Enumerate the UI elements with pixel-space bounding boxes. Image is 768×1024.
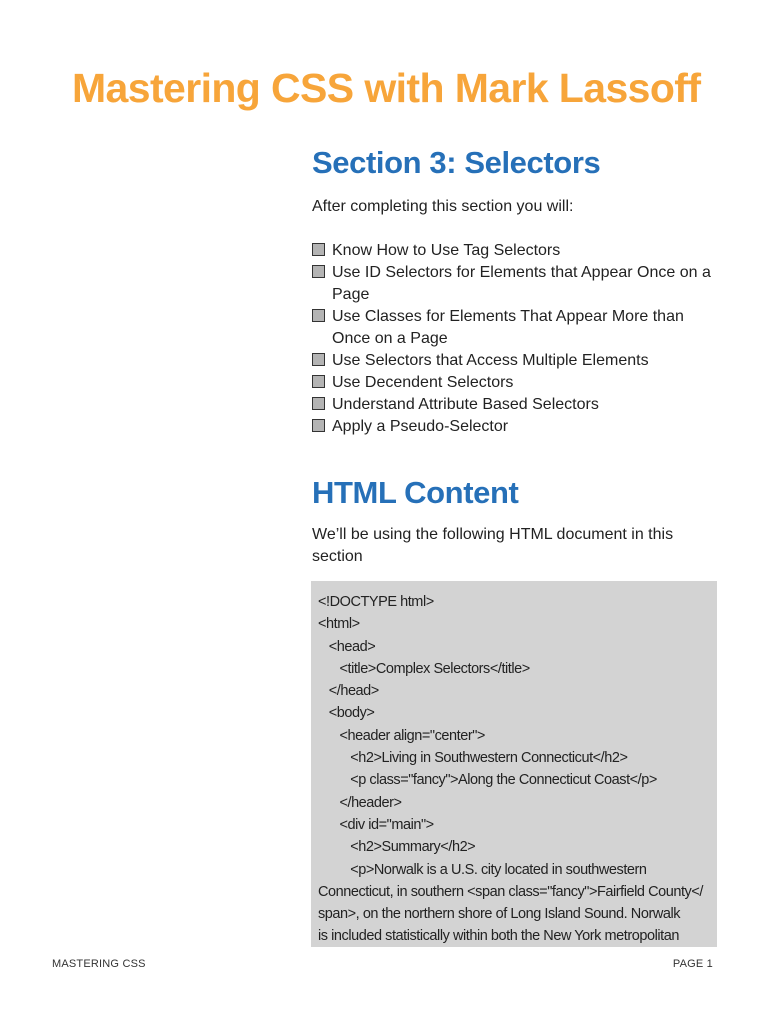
checklist-item-label: Know How to Use Tag Selectors	[332, 242, 561, 259]
html-content-heading: HTML Content	[312, 475, 519, 510]
checkbox-icon	[312, 243, 325, 256]
checkbox-icon	[312, 397, 325, 410]
checkbox-icon	[312, 309, 325, 322]
section-heading: Section 3: Selectors	[312, 145, 601, 180]
checklist-item-label: Understand Attribute Based Selectors	[332, 396, 599, 413]
code-line: <title>Complex Selectors</title>	[318, 660, 530, 677]
code-line: <h2>Summary</h2>	[318, 839, 476, 856]
code-line: </head>	[318, 683, 379, 700]
checklist-item-label: Use Classes for Elements That Appear More than Once on a Page	[332, 308, 684, 347]
code-line: span>, on the northern shore of Long Island Sound. Norwalk	[318, 906, 681, 923]
page-title: Mastering CSS with Mark Lassoff	[72, 65, 701, 111]
code-line: <h2>Living in Southwestern Connecticut</h2>	[318, 750, 628, 767]
code-line: Connecticut, in southern <span class="fancy">Fairfield County</	[318, 883, 703, 900]
checklist-item	[312, 350, 720, 372]
checkbox-icon	[312, 375, 325, 388]
footer-book-title: MASTERING CSS	[52, 958, 146, 970]
checklist-item	[312, 394, 720, 416]
code-line: <div id="main">	[318, 816, 434, 833]
code-line: <!DOCTYPE html>	[318, 594, 434, 610]
checklist-item	[312, 372, 720, 394]
code-lines	[318, 591, 703, 947]
checklist-item	[312, 240, 720, 262]
checkbox-icon	[312, 265, 325, 278]
code-line: </header>	[318, 794, 402, 811]
code-line: <head>	[318, 638, 376, 655]
checklist-item	[312, 306, 720, 350]
objectives-checklist	[312, 240, 720, 438]
checklist-item-label: Use Decendent Selectors	[332, 374, 514, 391]
checklist-item-label: Use ID Selectors for Elements that Appear Once on a Page	[332, 264, 711, 303]
checklist-item-label: Apply a Pseudo-Selector	[332, 418, 509, 435]
code-line: <body>	[318, 705, 375, 722]
code-line: <p>Norwalk is a U.S. city located in southwestern	[318, 861, 647, 878]
section-intro: After completing this section you will:	[312, 198, 574, 215]
code-line: is included statistically within both the New York metropolitan	[318, 928, 679, 945]
html-content-intro: We’ll be using the following HTML document in this section	[312, 526, 674, 565]
checkbox-icon	[312, 419, 325, 432]
code-line: <p class="fancy">Along the Connecticut Coast</p>	[318, 772, 657, 789]
code-line: <header align="center">	[318, 727, 485, 744]
code-line: <html>	[318, 616, 360, 633]
checklist-item	[312, 416, 720, 438]
checklist-item	[312, 262, 720, 306]
footer-page-number: PAGE 1	[672, 958, 713, 970]
checklist-item-label: Use Selectors that Access Multiple Elements	[332, 352, 649, 369]
code-sample	[311, 581, 717, 947]
checkbox-icon	[312, 353, 325, 366]
